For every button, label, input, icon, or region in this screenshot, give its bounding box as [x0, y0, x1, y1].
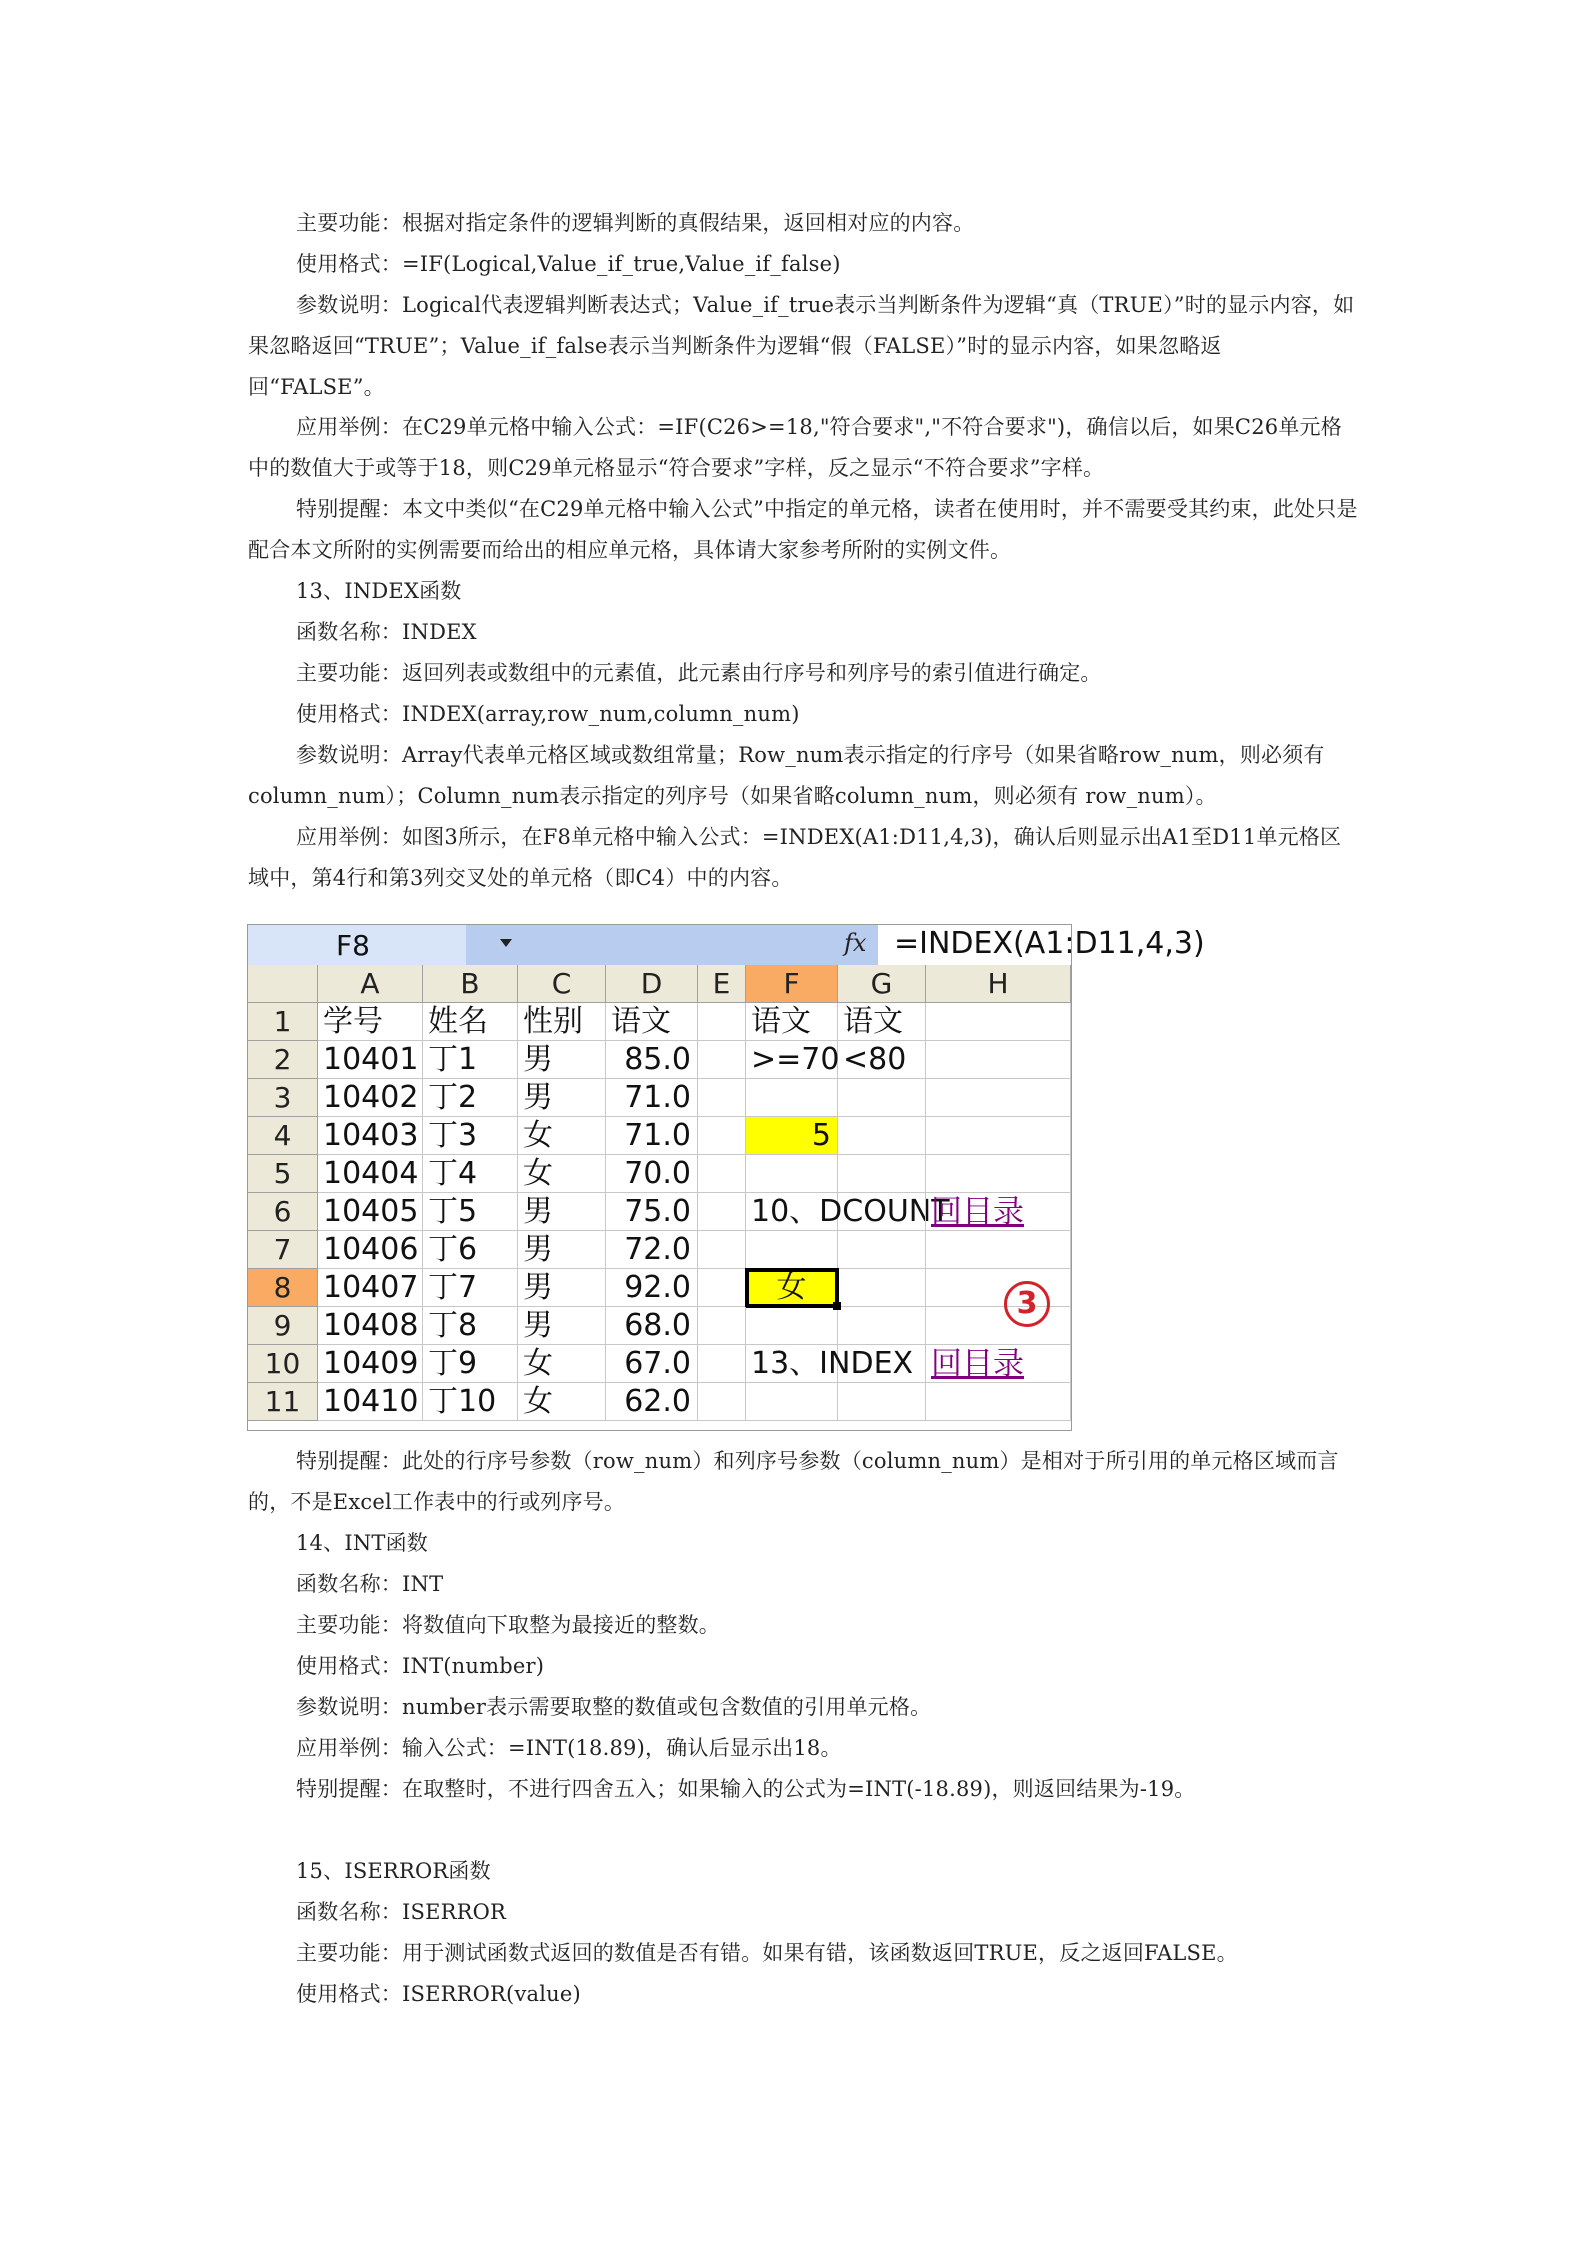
row-header-7[interactable]: 7 — [248, 1231, 318, 1269]
cell-b9[interactable]: 丁8 — [423, 1307, 518, 1345]
cell-a3[interactable]: 10402 — [318, 1079, 423, 1117]
column-header-h[interactable]: H — [926, 965, 1071, 1003]
cell-h11[interactable] — [926, 1383, 1071, 1421]
index-name: 函数名称：INDEX — [296, 620, 477, 644]
int-args: 参数说明：number表示需要取整的数值或包含数值的引用单元格。 — [296, 1695, 932, 1719]
cell-c10[interactable]: 女 — [518, 1345, 606, 1383]
cell-b2[interactable]: 丁1 — [423, 1041, 518, 1079]
row-header-6[interactable]: 6 — [248, 1193, 318, 1231]
cell-e2[interactable] — [698, 1041, 746, 1079]
para-if-example: 应用举例：在C29单元格中输入公式：=IF(C26>=18,"符合要求","不符合要求")，确信以后，如果C26单元格中的数值大于或等于18，则C29单元格显示“符合要求”字样，反之显示“不符合要求”字样。 — [248, 415, 1342, 480]
column-header-g[interactable]: G — [838, 965, 926, 1003]
dropdown-arrow-icon — [500, 939, 512, 947]
cell-a1[interactable]: 学号 — [318, 1003, 423, 1041]
cell-b4[interactable]: 丁3 — [423, 1117, 518, 1155]
cell-c11[interactable]: 女 — [518, 1383, 606, 1421]
cell-c6[interactable]: 男 — [518, 1193, 606, 1231]
cell-f7[interactable] — [746, 1231, 838, 1269]
cell-d8[interactable]: 92.0 — [606, 1269, 698, 1307]
int-name: 函数名称：INT — [296, 1572, 444, 1596]
cell-b3[interactable]: 丁2 — [423, 1079, 518, 1117]
cell-c9[interactable]: 男 — [518, 1307, 606, 1345]
para-if-function: 主要功能：根据对指定条件的逻辑判断的真假结果，返回相对应的内容。 — [296, 211, 975, 235]
cell-e8[interactable] — [698, 1269, 746, 1307]
cell-h4[interactable] — [926, 1117, 1071, 1155]
name-box-dropdown[interactable] — [466, 925, 596, 965]
cell-g3[interactable] — [838, 1079, 926, 1117]
cell-f1[interactable]: 语文 — [746, 1003, 838, 1041]
row-header-11[interactable]: 11 — [248, 1383, 318, 1421]
fill-handle[interactable] — [833, 1302, 841, 1310]
cell-a10[interactable]: 10409 — [318, 1345, 423, 1383]
cell-g9[interactable] — [838, 1307, 926, 1345]
cell-f11[interactable] — [746, 1383, 838, 1421]
para-if-format: 使用格式：=IF(Logical,Value_if_true,Value_if_false) — [296, 252, 841, 276]
cell-g1[interactable]: 语文 — [838, 1003, 926, 1041]
int-note: 特别提醒：在取整时，不进行四舍五入；如果输入的公式为=INT(-18.89)，则返回结果为-19。 — [296, 1777, 1196, 1801]
cell-e3[interactable] — [698, 1079, 746, 1117]
cell-f8[interactable]: 女 — [746, 1269, 838, 1307]
cell-h7[interactable] — [926, 1231, 1071, 1269]
cell-h2[interactable] — [926, 1041, 1071, 1079]
para-if-note: 特别提醒：本文中类似“在C29单元格中输入公式”中指定的单元格，读者在使用时，并不需要受其约束，此处只是配合本文所附的实例需要而给出的相应单元格，具体请大家参考所附的实例文件。 — [248, 497, 1358, 562]
cell-h3[interactable] — [926, 1079, 1071, 1117]
cell-a6[interactable]: 10405 — [318, 1193, 423, 1231]
para-if-args: 参数说明：Logical代表逻辑判断表达式；Value_if_true表示当判断条件为逻辑“真（TRUE）”时的显示内容，如果忽略返回“TRUE”；Value_if_false表示当判断条件为逻辑“假（FALSE）”时的显示内容，如果忽略返回“FALSE”。 — [248, 293, 1355, 399]
back-to-contents-link[interactable]: 回目录 — [926, 1345, 1071, 1383]
cell-g5[interactable] — [838, 1155, 926, 1193]
cell-e10[interactable] — [698, 1345, 746, 1383]
cell-e6[interactable] — [698, 1193, 746, 1231]
cell-b10[interactable]: 丁9 — [423, 1345, 518, 1383]
index-note: 特别提醒：此处的行序号参数（row_num）和列序号参数（column_num）是相对于所引用的单元格区域而言的，不是Excel工作表中的行或列序号。 — [248, 1449, 1339, 1514]
cell-d5[interactable]: 70.0 — [606, 1155, 698, 1193]
row-header-1[interactable]: 1 — [248, 1003, 318, 1041]
heading-index: 13、INDEX函数 — [296, 579, 462, 603]
heading-iserror: 15、ISERROR函数 — [296, 1859, 491, 1883]
cell-h1[interactable] — [926, 1003, 1071, 1041]
cell-g2[interactable]: <80 — [838, 1041, 926, 1079]
cell-g7[interactable] — [838, 1231, 926, 1269]
column-header-d[interactable]: D — [606, 965, 698, 1003]
cell-f10[interactable]: 13、INDEX — [746, 1345, 838, 1383]
cell-b1[interactable]: 姓名 — [423, 1003, 518, 1041]
cell-a9[interactable]: 10408 — [318, 1307, 423, 1345]
cell-d10[interactable]: 67.0 — [606, 1345, 698, 1383]
cell-a7[interactable]: 10406 — [318, 1231, 423, 1269]
cell-f9[interactable] — [746, 1307, 838, 1345]
row-header-10[interactable]: 10 — [248, 1345, 318, 1383]
iserror-format: 使用格式：ISERROR(value) — [296, 1982, 581, 2006]
cell-a4[interactable]: 10403 — [318, 1117, 423, 1155]
spreadsheet-figure — [247, 924, 1205, 1431]
cell-b8[interactable]: 丁7 — [423, 1269, 518, 1307]
formula-bar-buttons — [596, 925, 878, 965]
cell-d6[interactable]: 75.0 — [606, 1193, 698, 1231]
cell-c1[interactable]: 性别 — [518, 1003, 606, 1041]
formula-input[interactable]: =INDEX(A1:D11,4,3) — [894, 926, 1205, 961]
cell-e5[interactable] — [698, 1155, 746, 1193]
row-header-8[interactable]: 8 — [248, 1269, 318, 1307]
name-box-text: F8 — [336, 929, 370, 962]
iserror-function: 主要功能：用于测试函数式返回的数值是否有错。如果有错，该函数返回TRUE，反之返回FALSE。 — [296, 1941, 1238, 1965]
cell-f3[interactable] — [746, 1079, 838, 1117]
cell-h5[interactable] — [926, 1155, 1071, 1193]
cell-g8[interactable] — [838, 1269, 926, 1307]
fx-icon[interactable]: fx — [844, 929, 867, 957]
cell-c2[interactable]: 男 — [518, 1041, 606, 1079]
row-header-5[interactable]: 5 — [248, 1155, 318, 1193]
iserror-name: 函数名称：ISERROR — [296, 1900, 507, 1924]
select-all-corner[interactable] — [248, 965, 318, 1003]
cell-d1[interactable]: 语文 — [606, 1003, 698, 1041]
cell-d4[interactable]: 71.0 — [606, 1117, 698, 1155]
index-function: 主要功能：返回列表或数组中的元素值，此元素由行序号和列序号的索引值进行确定。 — [296, 661, 1102, 685]
cell-b7[interactable]: 丁6 — [423, 1231, 518, 1269]
cell-c5[interactable]: 女 — [518, 1155, 606, 1193]
int-example: 应用举例：输入公式：=INT(18.89)，确认后显示出18。 — [296, 1736, 842, 1760]
cell-c4[interactable]: 女 — [518, 1117, 606, 1155]
cell-f6[interactable]: 10、DCOUNT — [746, 1193, 838, 1231]
heading-int: 14、INT函数 — [296, 1531, 428, 1555]
cell-d2[interactable]: 85.0 — [606, 1041, 698, 1079]
cell-g10[interactable] — [838, 1345, 926, 1383]
cell-f5[interactable] — [746, 1155, 838, 1193]
column-header-c[interactable]: C — [518, 965, 606, 1003]
cell-d11[interactable]: 62.0 — [606, 1383, 698, 1421]
cell-f4[interactable]: 5 — [746, 1117, 838, 1155]
cell-a8[interactable]: 10407 — [318, 1269, 423, 1307]
cell-c7[interactable]: 男 — [518, 1231, 606, 1269]
row-header-2[interactable]: 2 — [248, 1041, 318, 1079]
cell-b6[interactable]: 丁5 — [423, 1193, 518, 1231]
row-header-3[interactable]: 3 — [248, 1079, 318, 1117]
index-format: 使用格式：INDEX(array,row_num,column_num) — [296, 702, 800, 726]
cell-c3[interactable]: 男 — [518, 1079, 606, 1117]
cell-g4[interactable] — [838, 1117, 926, 1155]
cell-a5[interactable]: 10404 — [318, 1155, 423, 1193]
cell-e9[interactable] — [698, 1307, 746, 1345]
figure-number-marker: 3 — [1004, 1281, 1050, 1327]
row-header-4[interactable]: 4 — [248, 1117, 318, 1155]
name-box[interactable] — [248, 925, 467, 965]
cell-e1[interactable] — [698, 1003, 746, 1041]
cell-d3[interactable]: 71.0 — [606, 1079, 698, 1117]
index-args: 参数说明：Array代表单元格区域或数组常量；Row_num表示指定的行序号（如果省略row_num，则必须有 column_num）；Column_num表示指定的列序号（如果省略column_num，则必须有 row_num）。 — [248, 743, 1332, 808]
row-header-9[interactable]: 9 — [248, 1307, 318, 1345]
cell-b5[interactable]: 丁4 — [423, 1155, 518, 1193]
cell-a2[interactable]: 10401 — [318, 1041, 423, 1079]
formula-bar — [248, 925, 1205, 966]
back-to-contents-link[interactable]: 回目录 — [926, 1193, 1071, 1231]
cell-e4[interactable] — [698, 1117, 746, 1155]
column-header-b[interactable]: B — [423, 965, 518, 1003]
cell-a11[interactable]: 10410 — [318, 1383, 423, 1421]
cell-f2[interactable]: >=70 — [746, 1041, 838, 1079]
int-format: 使用格式：INT(number) — [296, 1654, 545, 1678]
cell-e11[interactable] — [698, 1383, 746, 1421]
cell-h9[interactable] — [926, 1307, 1071, 1345]
cell-g11[interactable] — [838, 1383, 926, 1421]
column-header-a[interactable]: A — [318, 965, 423, 1003]
cell-g6[interactable] — [838, 1193, 926, 1231]
column-header-f[interactable]: F — [746, 965, 838, 1003]
column-header-e[interactable]: E — [698, 965, 746, 1003]
index-example: 应用举例：如图3所示，在F8单元格中输入公式：=INDEX(A1:D11,4,3)，确认后则显示出A1至D11单元格区域中，第4行和第3列交叉处的单元格（即C4）中的内容。 — [248, 825, 1342, 890]
cell-c8[interactable]: 男 — [518, 1269, 606, 1307]
cell-d9[interactable]: 68.0 — [606, 1307, 698, 1345]
cell-d7[interactable]: 72.0 — [606, 1231, 698, 1269]
int-function: 主要功能：将数值向下取整为最接近的整数。 — [296, 1613, 720, 1637]
cell-e7[interactable] — [698, 1231, 746, 1269]
cell-b11[interactable]: 丁10 — [423, 1383, 518, 1421]
